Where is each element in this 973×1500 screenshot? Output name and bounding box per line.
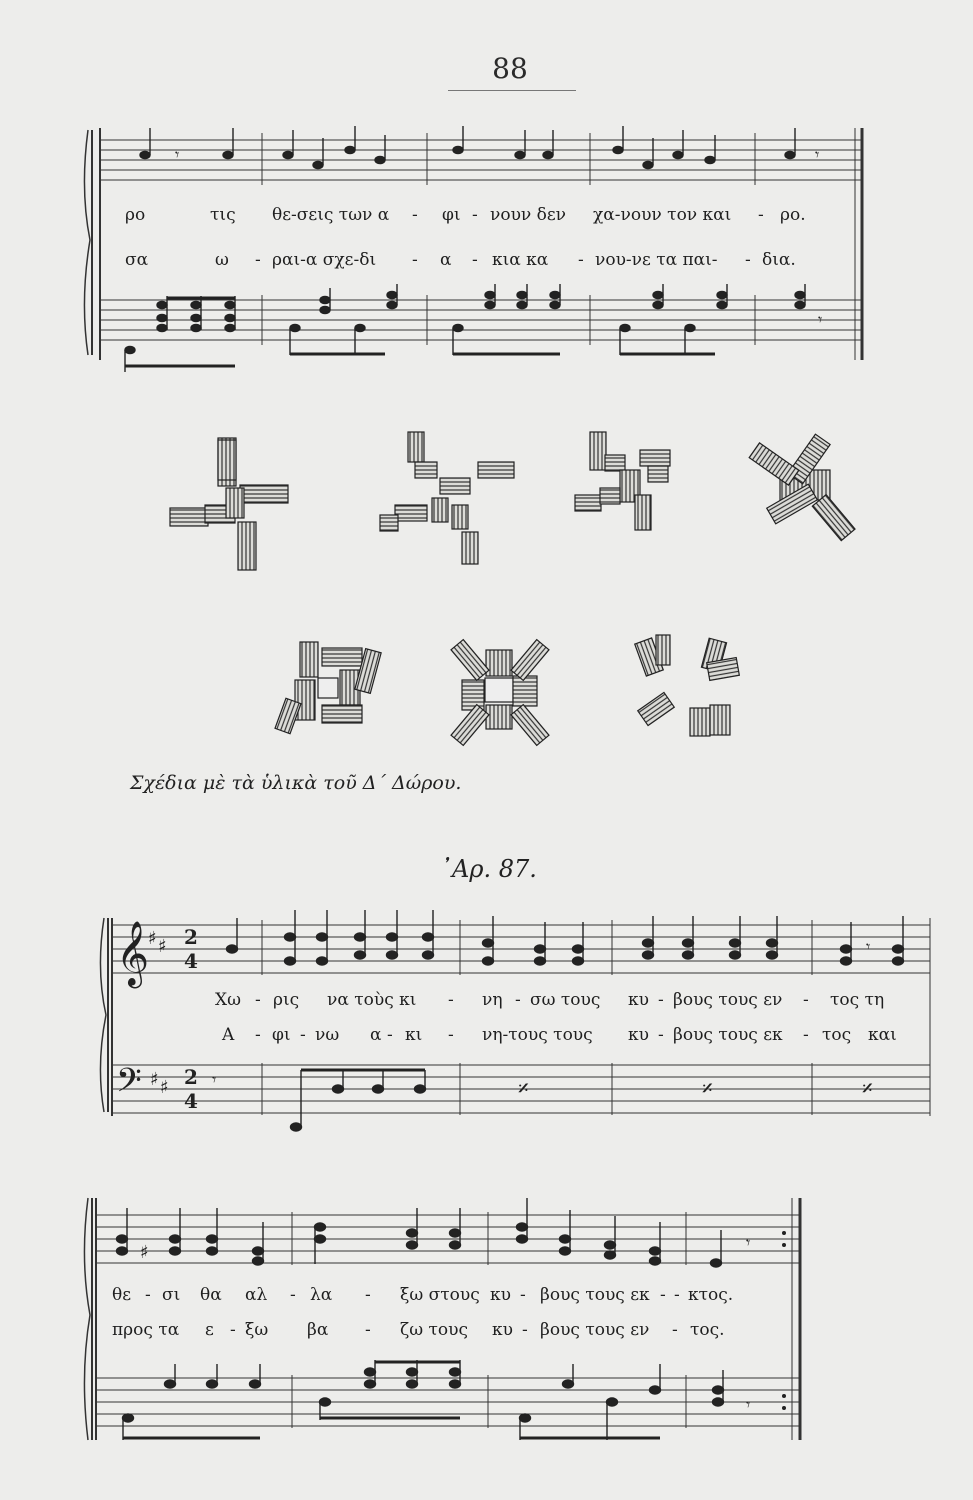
lyric-s2-l1: βους τους εν: [673, 990, 783, 1010]
lyric-s3-l2: ζω τους: [400, 1320, 468, 1340]
lyric-s1-l1: -: [472, 205, 478, 225]
lyric-s1-l2: δια.: [762, 250, 796, 270]
lyric-s3-l2: ξω: [245, 1320, 269, 1340]
lyric-s3-l1: σι: [162, 1285, 181, 1305]
lyric-s1-l1: νουν δεν: [490, 205, 567, 225]
lyric-s2-l1: σω τους: [530, 990, 601, 1010]
lyric-s2-l2: -: [803, 1025, 809, 1045]
svg-text:♯: ♯: [158, 936, 167, 957]
svg-text:𝄎: 𝄎: [702, 1077, 713, 1102]
lyric-s2-l2: και: [868, 1025, 897, 1045]
lyric-s1-l2: -: [255, 250, 261, 270]
lyric-s3-l2: -: [230, 1320, 236, 1340]
lyric-s3-l1: -: [290, 1285, 296, 1305]
lyric-s3-l1: θα: [200, 1285, 222, 1305]
piece-number: ᾿Αρ. 87.: [440, 855, 537, 883]
lyric-s1-l1: χα-νουν τον και: [593, 205, 732, 225]
lyric-s1-l1: ρο: [125, 205, 146, 225]
svg-text:𝄾: 𝄾: [815, 145, 820, 164]
lyric-s1-l2: -: [745, 250, 751, 270]
lyric-s2-l1: να τοὺς κι: [327, 990, 417, 1010]
svg-text:♯: ♯: [148, 928, 157, 949]
lyric-s2-l2: τος: [822, 1025, 852, 1045]
svg-text:𝄎: 𝄎: [518, 1077, 529, 1102]
time-signature-bottom: 4: [184, 1089, 198, 1113]
lyric-s3-l2: -: [365, 1320, 371, 1340]
figure-caption: Σχέδια μὲ τὰ ὑλικὰ τοῦ Δ΄ Δώρου.: [130, 772, 462, 794]
lyric-s3-l2: -: [672, 1320, 678, 1340]
lyric-s2-l1: ρις: [273, 990, 300, 1010]
lyric-s3-l2: βα: [307, 1320, 329, 1340]
svg-text:𝄾: 𝄾: [175, 145, 180, 164]
lyric-s3-l1: -: [365, 1285, 371, 1305]
svg-text:𝄾: 𝄾: [818, 310, 823, 329]
lyric-s3-l2: κυ: [492, 1320, 513, 1340]
lyric-s2-l1: νη: [482, 990, 503, 1010]
lyric-s3-l2: -: [522, 1320, 528, 1340]
lyric-s3-l2: βους τους εν: [540, 1320, 650, 1340]
lyric-s1-l2: σα: [125, 250, 149, 270]
lyric-s1-l2: νου-νε τα παι-: [595, 250, 718, 270]
lyric-s2-l1: -: [803, 990, 809, 1010]
svg-text:♯: ♯: [160, 1077, 169, 1098]
lyric-s2-l1: -: [658, 990, 664, 1010]
lyric-s3-l1: κτος.: [688, 1285, 734, 1305]
lyric-s3-l2: προς τα: [112, 1320, 180, 1340]
lyric-s2-l1: -: [515, 990, 521, 1010]
lyric-s2-l1: κυ: [628, 990, 649, 1010]
lyric-s1-l1: φι: [442, 205, 461, 225]
svg-text:𝄎: 𝄎: [862, 1077, 873, 1102]
lyric-s2-l1: τος τη: [830, 990, 885, 1010]
lyric-s3-l1: αλ: [245, 1285, 268, 1305]
lyric-s3-l1: -: [145, 1285, 151, 1305]
lyric-s2-l2: -: [448, 1025, 454, 1045]
lyric-s1-l2: κια κα: [492, 250, 549, 270]
lyric-s3-l1: -: [520, 1285, 526, 1305]
svg-text:♯: ♯: [140, 1242, 149, 1263]
lyric-s2-l2: βους τους εκ: [673, 1025, 783, 1045]
lyric-s2-l1: -: [448, 990, 454, 1010]
lyric-s1-l2: -: [578, 250, 584, 270]
svg-text:𝄾: 𝄾: [866, 937, 871, 956]
svg-text:𝄾: 𝄾: [746, 1395, 751, 1414]
lyric-s3-l1: -: [674, 1285, 680, 1305]
lyric-s3-l2: τος.: [690, 1320, 725, 1340]
lyric-s1-l2: -: [472, 250, 478, 270]
lyric-s2-l2: κυ: [628, 1025, 649, 1045]
time-signature-bottom: 4: [184, 949, 198, 973]
lyric-s1-l2: ω: [215, 250, 229, 270]
lyric-s3-l1: θε: [112, 1285, 132, 1305]
lyric-s2-l2: νω: [315, 1025, 340, 1045]
svg-text:𝄞: 𝄞: [116, 921, 150, 986]
lyric-s3-l1: ξω στους: [400, 1285, 480, 1305]
lyric-s2-l1: -: [255, 990, 261, 1010]
lyric-s2-l2: -: [300, 1025, 306, 1045]
lyric-s3-l1: -: [660, 1285, 666, 1305]
lyric-s2-l1: Χω: [215, 990, 241, 1010]
lyric-s2-l2: α: [370, 1025, 382, 1045]
svg-text:♯: ♯: [150, 1069, 159, 1090]
time-signature-top: 2: [184, 925, 198, 949]
lyric-s2-l2: -: [255, 1025, 261, 1045]
lyric-s1-l1: ρο.: [780, 205, 806, 225]
lyric-s1-l1: -: [412, 205, 418, 225]
svg-text:𝄾: 𝄾: [212, 1070, 217, 1089]
lyric-s3-l2: ε: [205, 1320, 214, 1340]
lyric-s1-l2: ραι-α σχε-δι: [272, 250, 377, 270]
lyric-s1-l2: α: [440, 250, 452, 270]
page-number: 88: [492, 52, 528, 85]
lyric-s1-l1: θε-σεις των α: [272, 205, 390, 225]
lyric-s2-l2: νη-τους τους: [482, 1025, 593, 1045]
lyric-s3-l1: βους τους εκ: [540, 1285, 650, 1305]
lyric-s2-l2: κι: [405, 1025, 423, 1045]
lyric-s2-l2: Α: [222, 1025, 235, 1045]
lyric-s3-l1: κυ: [490, 1285, 511, 1305]
time-signature-top: 2: [184, 1065, 198, 1089]
lyric-s2-l2: -: [658, 1025, 664, 1045]
lyric-s3-l1: λα: [310, 1285, 333, 1305]
svg-text:𝄾: 𝄾: [746, 1233, 751, 1252]
lyric-s2-l2: φι: [272, 1025, 291, 1045]
lyric-s1-l1: -: [758, 205, 764, 225]
lyric-s1-l2: -: [412, 250, 418, 270]
lyric-s2-l2: -: [387, 1025, 393, 1045]
lyric-s1-l1: τις: [210, 205, 236, 225]
svg-text:𝄢: 𝄢: [116, 1062, 142, 1108]
